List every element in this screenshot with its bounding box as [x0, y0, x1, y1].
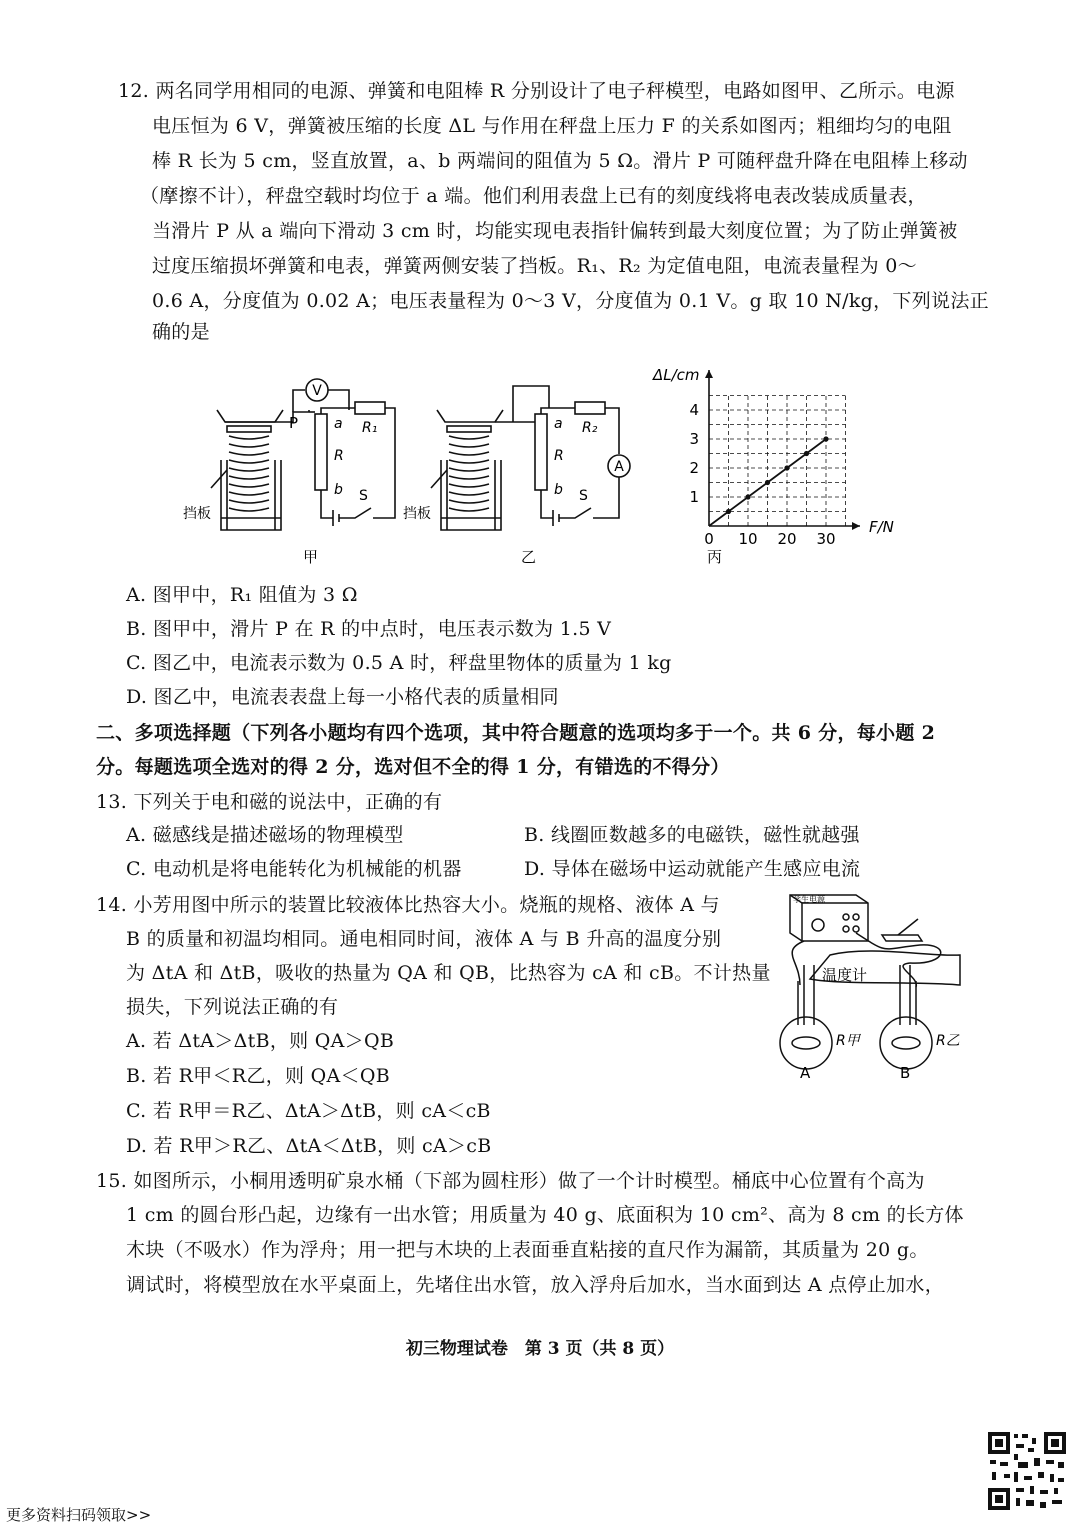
q14-option-d: D. 若 R甲＞R乙、ΔtA＜ΔtB，则 cA＞cB: [126, 1135, 492, 1157]
section2-line-1: 二、多项选择题（下列各小题均有四个选项，其中符合题意的选项均多于一个。共 6 分，每小题 2: [96, 722, 936, 744]
more-resources-link[interactable]: 更多资料扫码领取>>: [6, 1506, 152, 1524]
y-tick-label: 2: [689, 459, 699, 477]
flask-b-label: B: [900, 1064, 911, 1082]
q12-option-b: B. 图甲中，滑片 P 在 R 的中点时，电压表示数为 1.5 V: [126, 618, 612, 640]
circuit-figure-yi: [403, 370, 640, 570]
q14-option-a: A. 若 ΔtA＞ΔtB，则 QA＞QB: [126, 1030, 395, 1052]
slider-label: P: [289, 414, 299, 432]
data-point: [823, 436, 828, 441]
q14-line-1: 14. 小芳用图中所示的装置比较液体比热容大小。烧瓶的规格、液体 A 与: [96, 894, 720, 916]
q14-line-4: 损失，下列说法正确的有: [126, 996, 339, 1018]
q15-line-3: 木块（不吸水）作为浮舟；用一把与木块的上表面垂直粘接的直尺作为漏箭，其质量为 20 g。: [126, 1239, 929, 1261]
q14-option-b: B. 若 R甲＜R乙，则 QA＜QB: [126, 1065, 390, 1087]
rod-r-label: R: [334, 448, 344, 464]
q13-stem: 13. 下列关于电和磁的说法中，正确的有: [96, 791, 443, 813]
y-tick-label: 4: [689, 401, 699, 419]
x-tick-label: 20: [777, 530, 797, 548]
board-label: 挡板: [403, 506, 431, 522]
data-point: [784, 465, 789, 470]
q12-line-2: 电压恒为 6 V，弹簧被压缩的长度 ΔL 与作用在秤盘上压力 F 的关系如图丙；粗细均匀的电阻: [152, 115, 952, 137]
q12-line-7: 0.6 A，分度值为 0.02 A；电压表量程为 0～3 V，分度值为 0.1 V。g 取 10 N/kg，下列说法正: [152, 290, 989, 312]
voltmeter-label: V: [312, 383, 322, 399]
data-point: [804, 451, 809, 456]
data-point: [726, 509, 731, 514]
switch-label: S: [359, 488, 368, 504]
switch-label: S: [579, 488, 588, 504]
q12-option-a: A. 图甲中，R₁ 阻值为 3 Ω: [126, 584, 358, 606]
page-footer: 初三物理试卷 第 3 页（共 8 页）: [405, 1339, 675, 1359]
x-tick-label: 30: [816, 530, 836, 548]
q13-option-b: B. 线圈匝数越多的电磁铁，磁性就越强: [524, 824, 860, 846]
q12-line-3: 棒 R 长为 5 cm，竖直放置，a、b 两端间的阻值为 5 Ω。滑片 P 可随秤盘升降在电阻棒上移动: [152, 150, 968, 172]
resistor-yi-label: R乙: [936, 1033, 960, 1049]
heating-apparatus-figure: [770, 885, 970, 1080]
q13-option-d: D. 导体在磁场中运动就能产生感应电流: [524, 858, 861, 880]
q15-line-1: 15. 如图所示，小桐用透明矿泉水桶（下部为圆柱形）做了一个计时模型。桶底中心位置有个高为: [96, 1170, 925, 1192]
q12-option-c: C. 图乙中，电流表示数为 0.5 A 时，秤盘里物体的质量为 1 kg: [126, 652, 672, 674]
figure-caption-bing: 丙: [707, 548, 723, 566]
x-axis-label: F/N: [869, 518, 894, 536]
end-b-label: b: [554, 482, 563, 498]
q13-option-a: A. 磁感线是描述磁场的物理模型: [126, 824, 404, 846]
power-supply-label: 学生电源: [793, 895, 825, 904]
thermometer-label: 温度计: [822, 966, 868, 984]
y-tick-label: 1: [689, 488, 699, 506]
q12-line-6: 过度压缩损坏弹簧和电表，弹簧两侧安装了挡板。R₁、R₂ 为定值电阻，电流表量程为 0～: [152, 255, 917, 277]
y-tick-label: 3: [689, 430, 699, 448]
end-a-label: a: [334, 416, 343, 432]
q14-line-2: B 的质量和初温均相同。通电相同时间，液体 A 与 B 升高的温度分别: [126, 928, 722, 950]
q15-line-4: 调试时，将模型放在水平桌面上，先堵住出水管，放入浮舟后加水，当水面到达 A 点停止加水，: [126, 1274, 945, 1296]
resistor-r1-label: R₁: [362, 420, 378, 436]
circuit-figure-jia: [183, 370, 405, 570]
q12-option-d: D. 图乙中，电流表表盘上每一小格代表的质量相同: [126, 686, 559, 708]
end-a-label: a: [554, 416, 563, 432]
flask-a-label: A: [800, 1064, 811, 1082]
q12-line-8: 确的是: [152, 321, 210, 343]
q15-line-2: 1 cm 的圆台形凸起，边缘有一出水管；用质量为 40 g、底面积为 10 cm²、高为 8 cm 的长方体: [126, 1204, 964, 1226]
figure-caption-yi: 乙: [521, 548, 537, 566]
q13-option-c: C. 电动机是将电能转化为机械能的机器: [126, 858, 462, 880]
data-point: [745, 494, 750, 499]
figure-caption-jia: 甲: [303, 548, 319, 566]
resistor-jia-label: R甲: [836, 1033, 860, 1049]
delta-l-vs-force-chart: [645, 360, 915, 570]
q14-line-3: 为 ΔtA 和 ΔtB，吸收的热量为 QA 和 QB，比热容为 cA 和 cB。不计热量: [126, 962, 771, 984]
resistor-r2-label: R₂: [582, 420, 598, 436]
board-label: 挡板: [183, 506, 211, 522]
x-tick-label: 0: [704, 530, 714, 548]
q12-line-5: 当滑片 P 从 a 端向下滑动 3 cm 时，均能实现电表指针偏转到最大刻度位置；为了防止弹簧被: [152, 220, 958, 242]
x-tick-label: 10: [738, 530, 758, 548]
end-b-label: b: [334, 482, 343, 498]
rod-r-label: R: [554, 448, 564, 464]
data-point: [765, 480, 770, 485]
y-axis-label: ΔL/cm: [653, 366, 700, 384]
q12-line-1: 12. 两名同学用相同的电源、弹簧和电阻棒 R 分别设计了电子秤模型，电路如图甲、乙所示。电源: [118, 80, 955, 102]
q14-option-c: C. 若 R甲＝R乙、ΔtA＞ΔtB，则 cA＜cB: [126, 1100, 491, 1122]
section2-line-2: 分。每题选项全选对的得 2 分，选对但不全的得 1 分，有错选的不得分）: [96, 756, 730, 778]
q12-line-4: （摩擦不计），秤盘空载时均位于 a 端。他们利用表盘上已有的刻度线将电表改装成质量表，: [140, 185, 927, 207]
qr-code-icon[interactable]: [988, 1432, 1066, 1510]
ammeter-label: A: [614, 459, 624, 475]
